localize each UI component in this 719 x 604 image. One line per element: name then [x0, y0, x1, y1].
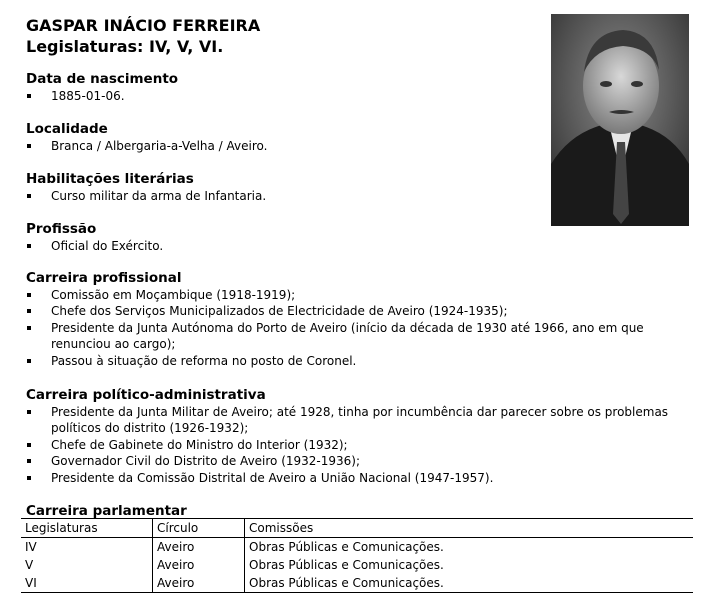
section-title: Carreira político-administrativa [26, 387, 266, 403]
section-title: Carreira profissional [26, 270, 182, 286]
table-cell: VI [21, 574, 153, 593]
legislaturas-heading: Legislaturas: IV, V, VI. [26, 37, 224, 56]
bullet-icon [27, 326, 31, 330]
section-title: Data de nascimento [26, 71, 179, 87]
list-item: Passou à situação de reforma no posto de Coronel. [26, 353, 691, 369]
table-cell: Aveiro [153, 538, 245, 557]
section-profissao [26, 221, 696, 254]
list-item: 1885-01-06. [26, 88, 696, 104]
table-cell: Aveiro [153, 574, 245, 593]
column-header-comissoes: Comissões [249, 521, 314, 535]
section-carreira-politica [26, 387, 696, 486]
bullet-icon [27, 194, 31, 198]
list-item: Presidente da Comissão Distrital de Aveiro a União Nacional (1947-1957). [26, 470, 691, 486]
table-cell: Aveiro [153, 556, 245, 574]
bullet-icon [27, 476, 31, 480]
list-item: Presidente da Junta Militar de Aveiro; até 1928, tinha por incumbência dar parecer sobre os problemas políticos do distrito (1926-1932); [26, 404, 691, 437]
bullet-icon [27, 309, 31, 313]
list-item: Oficial do Exército. [26, 238, 696, 254]
section-title: Localidade [26, 121, 108, 137]
table-cell: Obras Públicas e Comunicações. [249, 540, 444, 554]
column-header-legislaturas: Legislaturas [21, 519, 153, 538]
list-item: Governador Civil do Distrito de Aveiro (1932-1936); [26, 453, 691, 469]
parlamentar-table [21, 518, 693, 593]
table-row [21, 556, 693, 574]
section-carreira-profissional [26, 270, 696, 369]
section-habilitacoes [26, 171, 696, 204]
parlamentar-title: Carreira parlamentar [26, 503, 187, 519]
bullet-icon [27, 459, 31, 463]
bullet-icon [27, 359, 31, 363]
list-item: Curso militar da arma de Infantaria. [26, 188, 696, 204]
bullet-icon [27, 410, 31, 414]
column-header-circulo: Círculo [153, 519, 245, 538]
section-title: Profissão [26, 221, 97, 237]
list-item: Chefe dos Serviços Municipalizados de Electricidade de Aveiro (1924-1935); [26, 303, 691, 319]
person-name: GASPAR INÁCIO FERREIRA [26, 16, 261, 35]
table-row [21, 574, 693, 593]
table-cell: Obras Públicas e Comunicações. [249, 558, 444, 572]
table-cell: IV [21, 538, 153, 557]
table-cell: Obras Públicas e Comunicações. [249, 576, 444, 590]
section-nascimento [26, 71, 696, 104]
table-header-row [21, 519, 693, 538]
table-row [21, 538, 693, 557]
bullet-icon [27, 443, 31, 447]
bullet-icon [27, 144, 31, 148]
bullet-icon [27, 94, 31, 98]
bullet-icon [27, 244, 31, 248]
section-localidade [26, 121, 696, 154]
list-item: Presidente da Junta Autónoma do Porto de Aveiro (início da década de 1930 até 1966, ano em que renunciou ao cargo); [26, 320, 691, 353]
list-item: Comissão em Moçambique (1918-1919); [26, 287, 691, 303]
list-item: Chefe de Gabinete do Ministro do Interior (1932); [26, 437, 691, 453]
section-title: Habilitações literárias [26, 171, 194, 187]
table-cell: V [21, 556, 153, 574]
bullet-icon [27, 293, 31, 297]
list-item: Branca / Albergaria-a-Velha / Aveiro. [26, 138, 696, 154]
